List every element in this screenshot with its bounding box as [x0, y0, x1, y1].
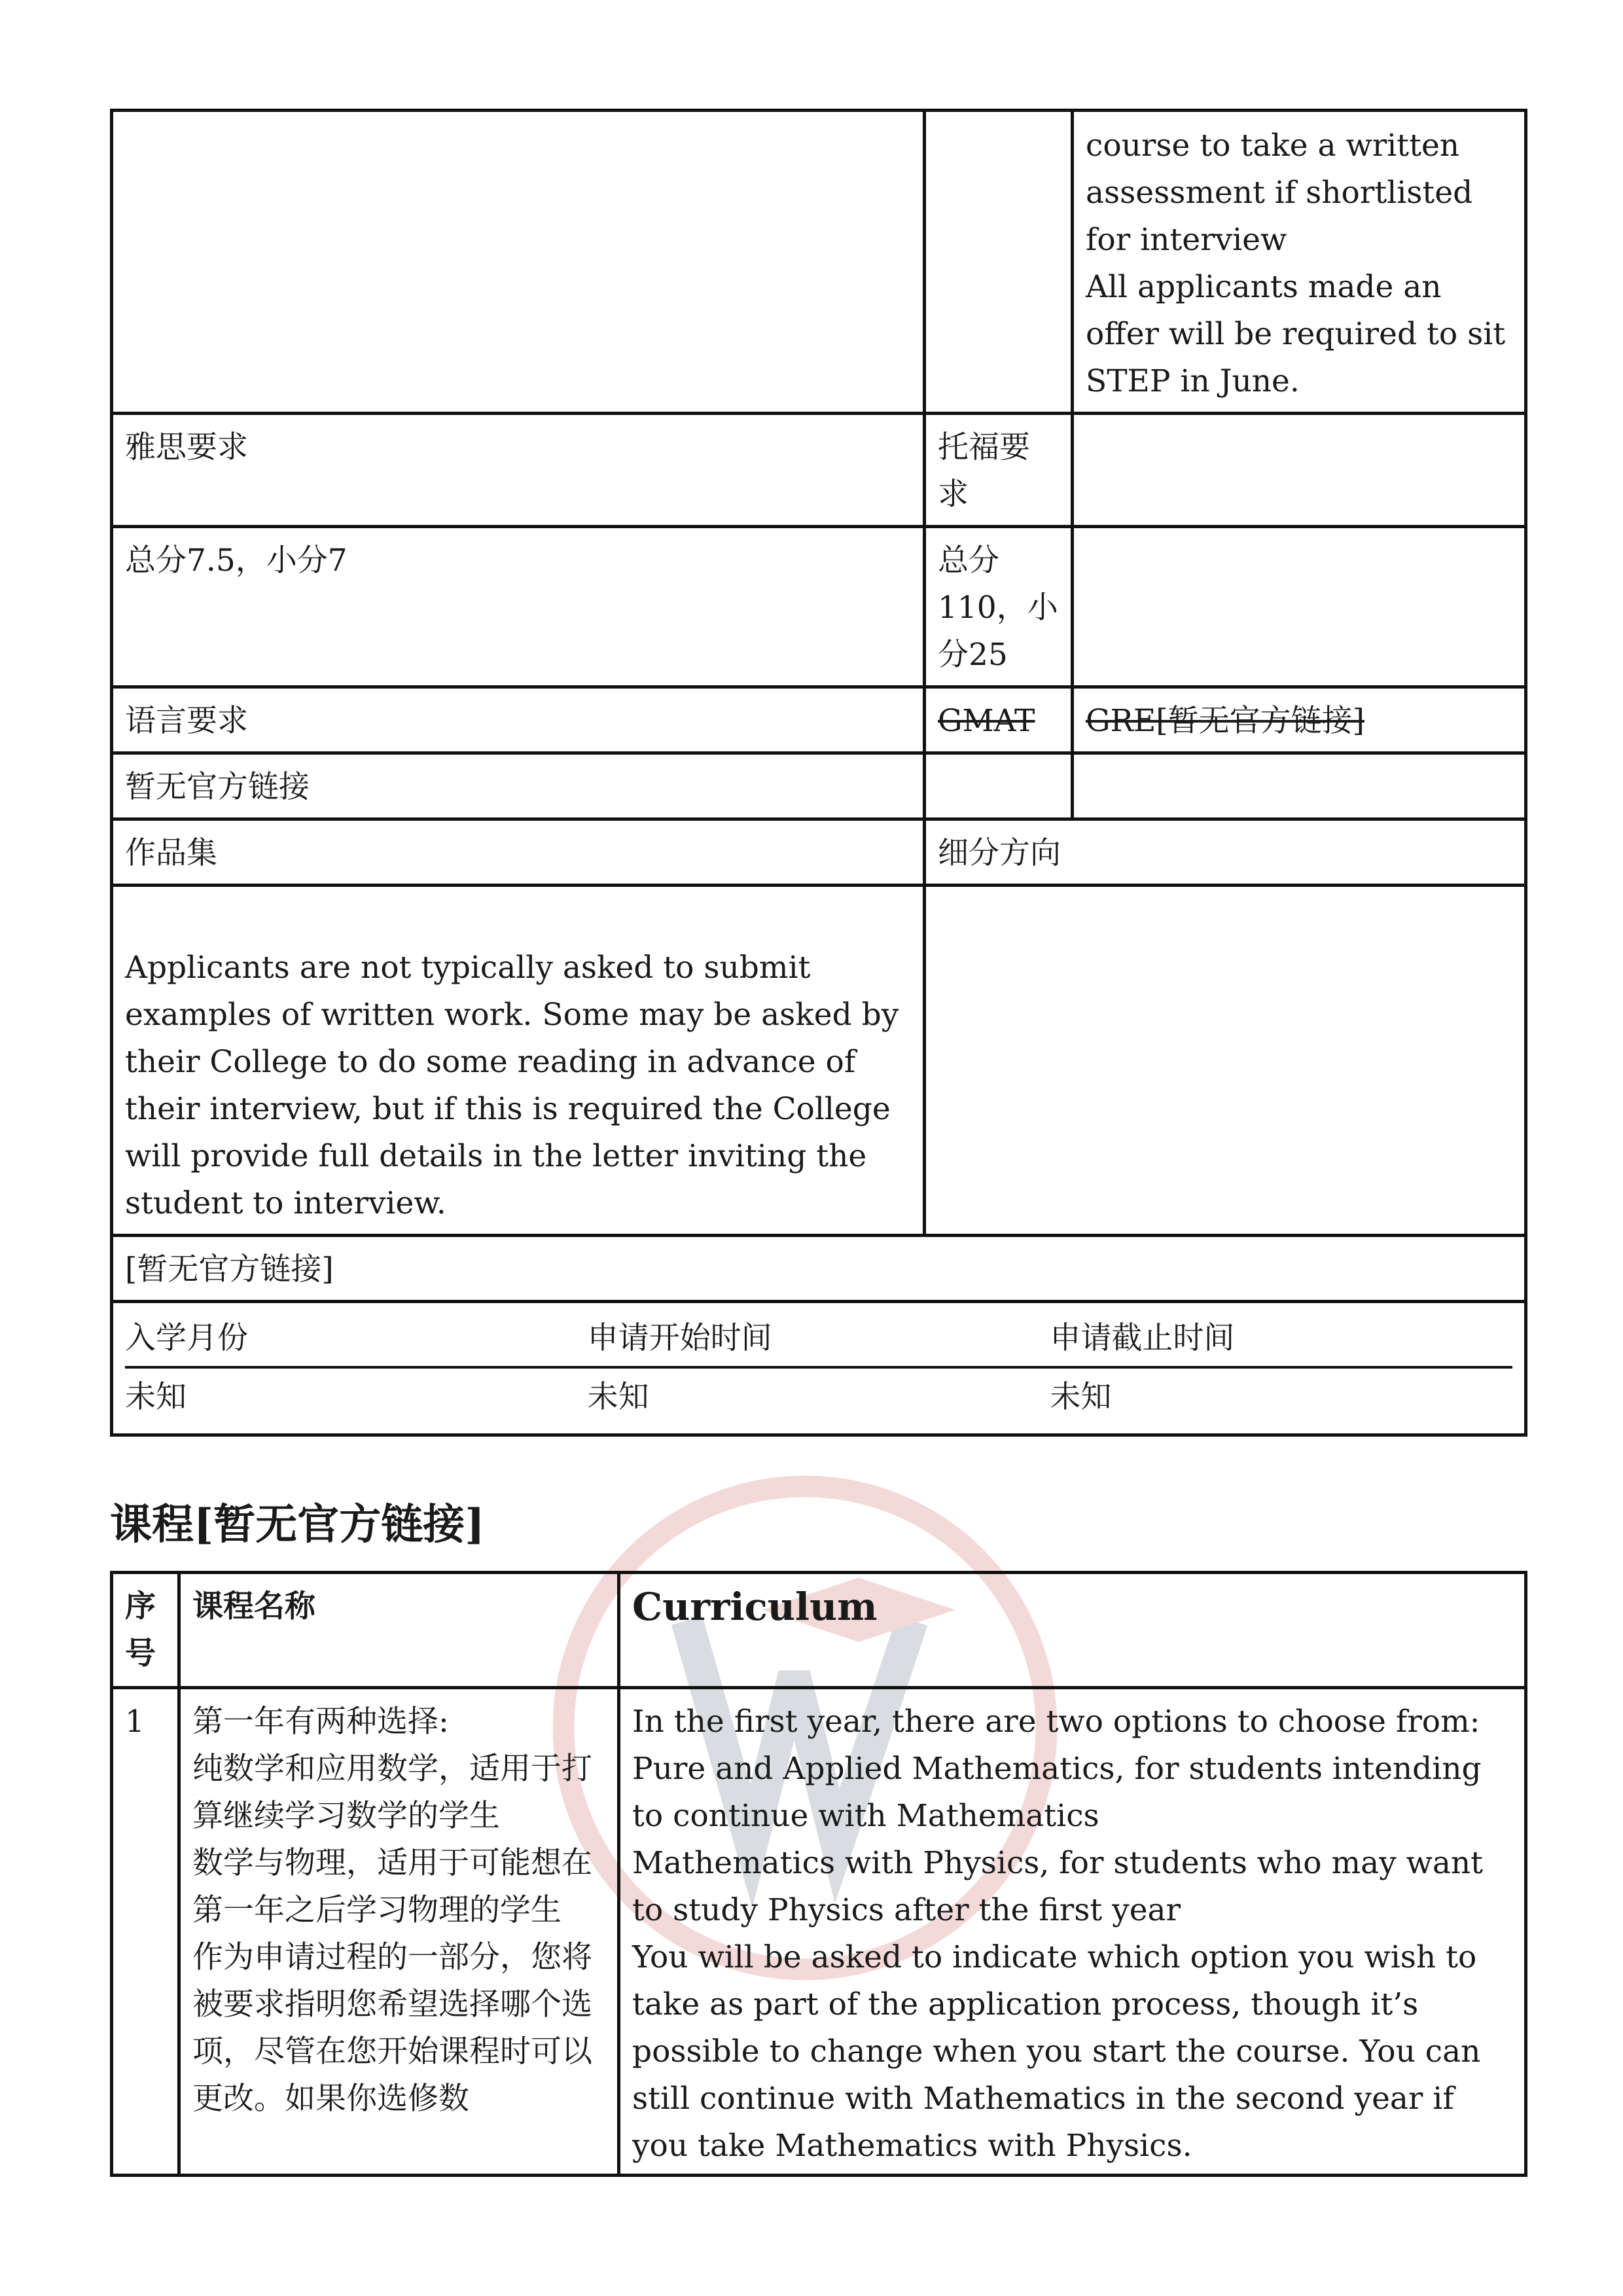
direction-label: 细分方向: [925, 819, 1526, 886]
blank-cell: [112, 111, 925, 414]
header-number: 序号: [112, 1573, 179, 1688]
language-link-note: 暂无官方链接: [112, 753, 925, 819]
blank-cell: [1073, 753, 1526, 819]
intake-month-value: 未知: [125, 1379, 187, 1415]
gmat-label: GMAT: [925, 687, 1073, 753]
header-curriculum: Curriculum: [619, 1573, 1526, 1688]
course-curriculum: In the first year, there are two options to choose from: Pure and Applied Mathematics, for students intending to continue with Mathematics Mathematics with Physics, for students who may want to study Physics after the first year You will be asked to indicate which option you wish to take as part of the application process, though it’s possible to change when you start the course. You can still continue with Mathematics in the second year if you take Mathematics with Physics.: [619, 1688, 1526, 2176]
admission-requirements-table: [110, 109, 1527, 1437]
portfolio-label: 作品集: [112, 819, 925, 886]
blank-cell: [925, 753, 1073, 819]
ielts-value: 总分7.5，小分7: [112, 527, 925, 687]
portfolio-text: Applicants are not typically asked to submit examples of written work. Some may be asked by their College to do some reading in advance of their interview, but if this is required the College will provide full details in the letter inviting the student to interview.: [112, 886, 925, 1236]
blank-cell: [1073, 414, 1526, 527]
application-dates: [112, 1302, 1526, 1435]
courses-section-title: 课程[暂无官方链接]: [110, 1500, 485, 1549]
ielts-label: 雅思要求: [112, 414, 925, 527]
toefl-value: 总分110，小分25: [925, 527, 1073, 687]
assessment-note: course to take a written assessment if shortlisted for interview All applicants made an offer will be required to sit STEP in June.: [1073, 111, 1526, 414]
intake-month-label: 入学月份: [125, 1320, 248, 1356]
header-course-name: 课程名称: [179, 1573, 619, 1688]
blank-cell: [925, 111, 1073, 414]
application-start-label: 申请开始时间: [587, 1320, 772, 1356]
application-deadline-value: 未知: [1050, 1379, 1112, 1415]
application-deadline-label: 申请截止时间: [1050, 1320, 1235, 1356]
toefl-label: 托福要求: [925, 414, 1073, 527]
course-number: 1: [112, 1688, 179, 2176]
language-label: 语言要求: [112, 687, 925, 753]
application-start-value: 未知: [587, 1379, 649, 1415]
gre-label: GRE[暂无官方链接]: [1073, 687, 1526, 753]
blank-cell: [1073, 527, 1526, 687]
courses-table: [110, 1571, 1527, 2177]
course-name: 第一年有两种选择: 纯数学和应用数学，适用于打算继续学习数学的学生 数学与物理，适用于可能想在第一年之后学习物理的学生 作为申请过程的一部分，您将被要求指明您希望选择哪个选项，尽管在您开始课程时可以更改。如果你选修数: [179, 1688, 619, 2176]
direction-value: [925, 886, 1526, 1236]
portfolio-link-note: [暂无官方链接]: [112, 1236, 1526, 1302]
